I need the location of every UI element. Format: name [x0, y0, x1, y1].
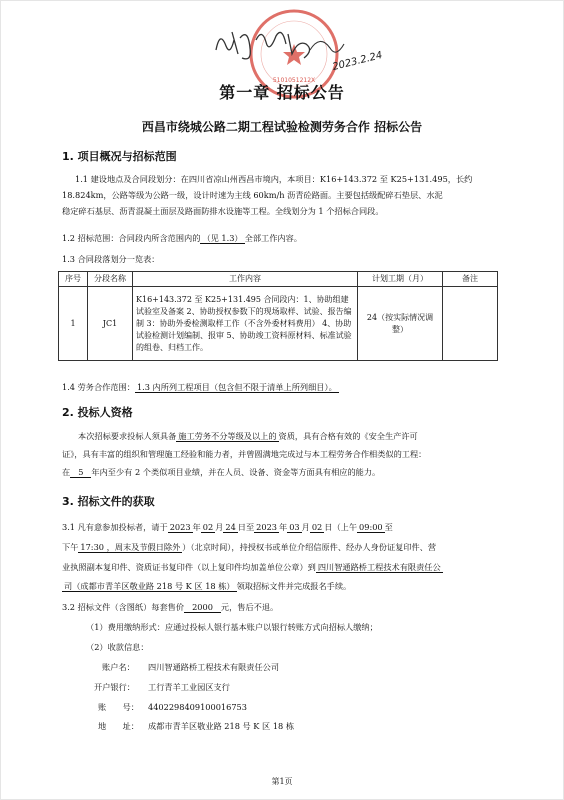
section1-p1-line2: 18.824km，公路等级为公路一级，设计时速为主线 60km/h 沥青砼路面。主要包括级配碎石垫层、水泥	[62, 190, 443, 200]
price-suffix: 元，售后不退。	[220, 602, 279, 612]
account-no-value: 4402298409100016753	[148, 702, 247, 712]
start-day: 24	[225, 522, 236, 532]
end-year: 2023	[256, 522, 278, 532]
end-day: 02	[311, 522, 323, 532]
price-value: 2000	[184, 602, 221, 613]
period-to: 日至	[237, 522, 255, 532]
start-year: 2023	[169, 522, 191, 532]
scope-label: 1.2 招标范围：合同段内所含范围内的	[62, 233, 201, 243]
section1-heading: 1. 项目概况与招标范围	[62, 150, 177, 163]
section2-line2: 证》，具有丰富的组织和管理施工经验和能力者，并曾圆满地完成过与本工程劳务合作相类似的工程：	[62, 449, 427, 459]
contract-section-table	[58, 271, 498, 361]
address-value: 成都市青羊区敬业路 218 号 K 区 18 栋	[148, 721, 295, 731]
cell-content: K16+143.372 至 K25+131.495 合同段内：1、协助组建试验室及备案 2、协助授权参数下的现场取样、试验、报告编制 3：协助外委检测取样工作（不含外委材料费用） 4、协助试验检测计划编制、报审 5、协助竣工资料原材料、标准试验的组卷、归档工作。	[133, 287, 358, 361]
section3-l4	[62, 579, 351, 594]
documents-required: ）（北京时间），持授权书或单位介绍信原件、经办人身份证复印件、营	[182, 542, 437, 552]
account-name-value: 四川智通路桥工程技术有限责任公司	[148, 662, 280, 672]
section1-p1-line3: 稳定碎石基层、沥青混凝土面层及路面防排水设施等工程。全线划分为 1 个招标合同段。	[62, 206, 384, 216]
section2-line3	[62, 465, 380, 480]
account-name-label: 账户名：	[102, 662, 135, 672]
account-no-label: 账 号：	[98, 702, 139, 712]
fee-note: （1）费用缴纳形式：应通过投标人银行基本账户以银行转账方式向招标人缴纳；	[86, 622, 378, 632]
document-title: 西昌市绕城公路二期工程试验检测劳务合作 招标公告	[141, 120, 423, 134]
price-label: 3.2 招标文件（含图纸）每套售价	[62, 602, 185, 612]
scope-value: （见 1.3）	[202, 233, 243, 243]
cell-name: JC1	[88, 287, 133, 361]
table-row	[59, 287, 498, 361]
col-name-header: 分段名称	[88, 272, 133, 287]
section3-l1: 3.1 凡有意参加投标者，请于 2023 年 02 月 24 日至 2023 年 03 月 02 日（上午 09:00 至	[62, 522, 393, 532]
registration-note: 领取招标文件并完成报名手续。	[236, 581, 352, 591]
labor-scope-value: 1.3 内所列工程项目（包含但不限于清单上所列细目）。	[136, 382, 337, 392]
years-value: 5	[70, 467, 91, 478]
section1-p1-line1: 1.1 建设地点及合同段划分：在四川省凉山州西昌市境内，本项目：K16+143.372 至 K25+131.495，长约	[75, 174, 473, 184]
scope-suffix: 全部工作内容。	[244, 233, 302, 243]
company-name-underlined: 四川智通路桥工程技术有限责任公	[317, 562, 441, 572]
end-month: 03	[289, 522, 300, 532]
chapter-heading: 第一章 招标公告	[219, 83, 345, 102]
bank-label: 开户银行：	[94, 682, 135, 692]
col-plan-header: 计划工期（月）	[358, 272, 443, 287]
cell-no: 1	[59, 287, 88, 361]
bank-value: 工行青羊工业园区支行	[148, 682, 230, 692]
start-month: 02	[202, 522, 214, 532]
section2-line1	[78, 429, 418, 444]
col-no-header: 序号	[59, 272, 88, 287]
time-to: 至	[384, 522, 393, 532]
pm-time: 17:30 ，周末及节假日除外	[80, 542, 181, 552]
labor-scope-label: 1.4 劳务合作范围：	[62, 382, 135, 392]
am-time: 09:00	[359, 522, 383, 532]
copies-note: 业执照副本复印件、资质证书复印件（以上复印件均加盖单位公章）到	[62, 562, 316, 572]
col-remark-header: 备注	[443, 272, 498, 287]
account-title: （2）收款信息：	[86, 642, 149, 652]
section1-p3: 1.3 合同段落划分一览表：	[62, 254, 160, 264]
cell-remark	[443, 287, 498, 361]
section3-heading: 3. 招标文件的获取	[62, 495, 155, 508]
section3-p2	[62, 600, 278, 615]
am-label: 日（上午	[324, 522, 358, 532]
section3-l3	[62, 560, 443, 575]
address-label: 地 址：	[98, 721, 139, 731]
table-header-row	[59, 272, 498, 287]
qual-prefix: 本次招标要求投标人须具备	[78, 431, 177, 441]
cell-plan: 24（按实际情况调整）	[358, 287, 443, 361]
section1-p4	[62, 380, 339, 395]
years-suffix: 年内至少有 2 个类似项目业绩，并在人员、设备、资金等方面具有相应的能力。	[91, 467, 381, 477]
section1-p2	[62, 231, 302, 246]
company-address-underlined: 司（成都市青羊区敬业路 218 号 K 区 18 栋）	[64, 581, 235, 591]
section2-heading: 2. 投标人资格	[62, 406, 133, 419]
qual-suffix: 资质，具有合格有效的《安全生产许可	[278, 431, 418, 441]
svg-text:5101051212X: 5101051212X	[272, 77, 316, 84]
signature-date: 2023.2.24	[331, 50, 384, 73]
years-prefix: 在	[62, 467, 71, 477]
col-content-header: 工作内容	[133, 272, 358, 287]
pm-label: 下午	[62, 542, 79, 552]
page-number: 第1页	[271, 777, 293, 786]
period-intro: 3.1 凡有意参加投标者，请于	[62, 522, 168, 532]
qual-value: 施工劳务不分等级及以上的	[178, 431, 277, 441]
section3-l2	[62, 540, 436, 555]
